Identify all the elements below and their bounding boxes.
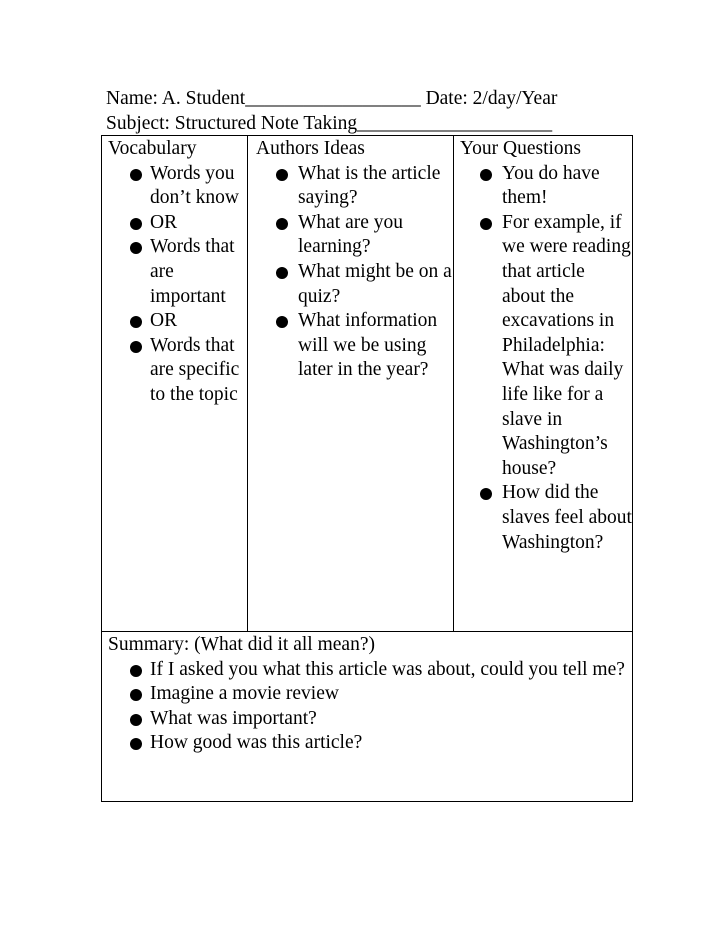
your-questions-column bbox=[454, 136, 633, 632]
vocabulary-item: Words that are specific to the topic bbox=[102, 334, 247, 408]
vocabulary-item: OR bbox=[102, 309, 247, 334]
your-questions-item: For example, if we were reading that article about the excavations in Philadelphia: What was daily life like for a slave in Washington’s house? bbox=[454, 211, 632, 482]
summary-cell bbox=[102, 632, 633, 802]
summary-item: If I asked you what this article was about, could you tell me? bbox=[102, 658, 632, 683]
authors-ideas-column bbox=[248, 136, 454, 632]
notes-row bbox=[102, 136, 633, 632]
vocabulary-item: Words you don’t know bbox=[102, 162, 247, 211]
authors-ideas-list bbox=[248, 162, 453, 383]
name-date-line: Name: A. Student__________________ Date: 2/day/Year bbox=[106, 88, 558, 109]
authors-ideas-item: What might be on a quiz? bbox=[248, 260, 453, 309]
vocabulary-list bbox=[102, 162, 247, 408]
authors-ideas-item: What are you learning? bbox=[248, 211, 453, 260]
summary-row bbox=[102, 632, 633, 802]
summary-list bbox=[102, 658, 632, 756]
notes-table bbox=[101, 135, 633, 802]
subject-line: Subject: Structured Note Taking____________________ bbox=[106, 113, 553, 134]
your-questions-item: You do have them! bbox=[454, 162, 632, 211]
vocabulary-column bbox=[102, 136, 248, 632]
your-questions-heading: Your Questions bbox=[460, 138, 581, 159]
your-questions-item: How did the slaves feel about Washington? bbox=[454, 481, 632, 555]
authors-ideas-item: What is the article saying? bbox=[248, 162, 453, 211]
your-questions-list bbox=[454, 162, 632, 556]
summary-item: How good was this article? bbox=[102, 731, 632, 756]
summary-item: Imagine a movie review bbox=[102, 682, 632, 707]
authors-ideas-item: What information will we be using later in the year? bbox=[248, 309, 453, 383]
summary-heading: Summary: (What did it all mean?) bbox=[108, 634, 375, 655]
vocabulary-heading: Vocabulary bbox=[108, 138, 197, 159]
authors-ideas-heading: Authors Ideas bbox=[256, 138, 365, 159]
vocabulary-item: OR bbox=[102, 211, 247, 236]
summary-item: What was important? bbox=[102, 707, 632, 732]
vocabulary-item: Words that are important bbox=[102, 235, 247, 309]
